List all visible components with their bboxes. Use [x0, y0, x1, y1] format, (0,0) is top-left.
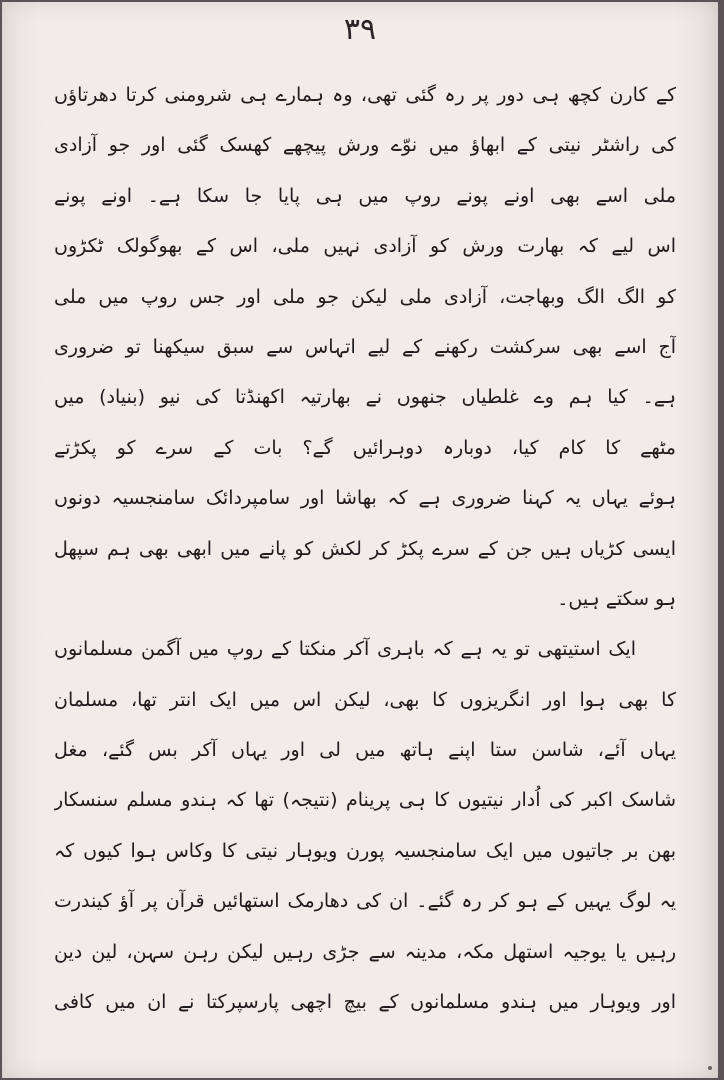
text-line: آج اسے بھی سرکشت رکھنے کے لیے اتہاس سے سبق سیکھنا تو ضروری [54, 335, 676, 358]
text-line: مٹھے کا کام کیا، دوبارہ دوہرائیں گے؟ بات کے سرے کو پکڑتے [54, 436, 676, 459]
text-line: کی راشٹر نیتی کے ابھاؤ میں نوّے ورش پیچھے کھسک گئی اور جو آزادی [54, 134, 676, 157]
text-line: ہوئے یہاں یہ کہنا ضروری ہے کہ بھاشا اور سامپردائک سامنجسیہ دونوں [54, 487, 676, 510]
text-line: کو الگ الگ وبھاجت، آزادی ملی لیکن جو ملی اور جس روپ میں ملی [54, 285, 676, 308]
text-line: بھن بر جاتیوں میں ایک سامنجسیہ پورن ویوہار نیتی کا وکاس ہوا کیوں کہ [54, 839, 676, 862]
text-line: کا بھی ہوا اور انگریزوں کا بھی، لیکن اس میں ایک انتر تھا، مسلمان [54, 688, 676, 711]
text-line: ایسی کڑیاں ہیں جن کے سرے پکڑ کر لکش کو پانے میں ابھی بھی ہم سپھل [54, 537, 676, 560]
body-text [54, 70, 676, 1027]
paragraph-end-line: ہو سکتے ہیں۔ [557, 587, 676, 610]
text-line: اور ویوہار میں ہندو مسلمانوں کے بیچ اچھی پارسپرکتا نے ان میں کافی [54, 991, 676, 1014]
text-line: یہاں آئے، شاسن ستا اپنے ہاتھ میں لی اور یہاں آکر بس گئے، مغل [54, 739, 676, 762]
text-line: اس لیے کہ بھارت ورش کو آزادی نہیں ملی، اس کے بھوگولک ٹکڑوں [54, 235, 676, 258]
text-line: شاسک اکبر کی اُدار نیتیوں کا ہی پرینام (نتیجہ) تھا کہ ہندو مسلم سنسکار [54, 789, 676, 812]
text-line: ملی اسے بھی اونے پونے روپ میں ہی پایا جا سکا ہے۔ اونے پونے [54, 184, 676, 207]
text-line: یہ لوگ یہیں کے ہو کر رہ گئے۔ ان کی دھارمک استھائیں قرآن پر آؤ کیندرت [54, 890, 676, 913]
text-line: رہیں یا یوجیہ استھل مکہ، مدینہ سے جڑی رہیں لیکن رہن سہن، لین دین [54, 940, 676, 963]
paragraph-start-line: ایک استیتھی تو یہ ہے کہ باہری آکر منکتا کے روپ میں آگمن مسلمانوں [54, 638, 636, 661]
text-line: کے کارن کچھ ہی دور پر رہ گئی تھی، وہ ہمارے ہی شرومنی کرتا دھرتاؤں [54, 84, 676, 106]
ink-dot [708, 1066, 712, 1070]
text-line: ہے۔ کیا ہم وے غلطیاں جنھوں نے بھارتیہ اکھنڈتا کی نیو (بنیاد) میں [54, 386, 676, 409]
page-number: ۳۹ [343, 12, 377, 47]
book-page [2, 2, 718, 1078]
